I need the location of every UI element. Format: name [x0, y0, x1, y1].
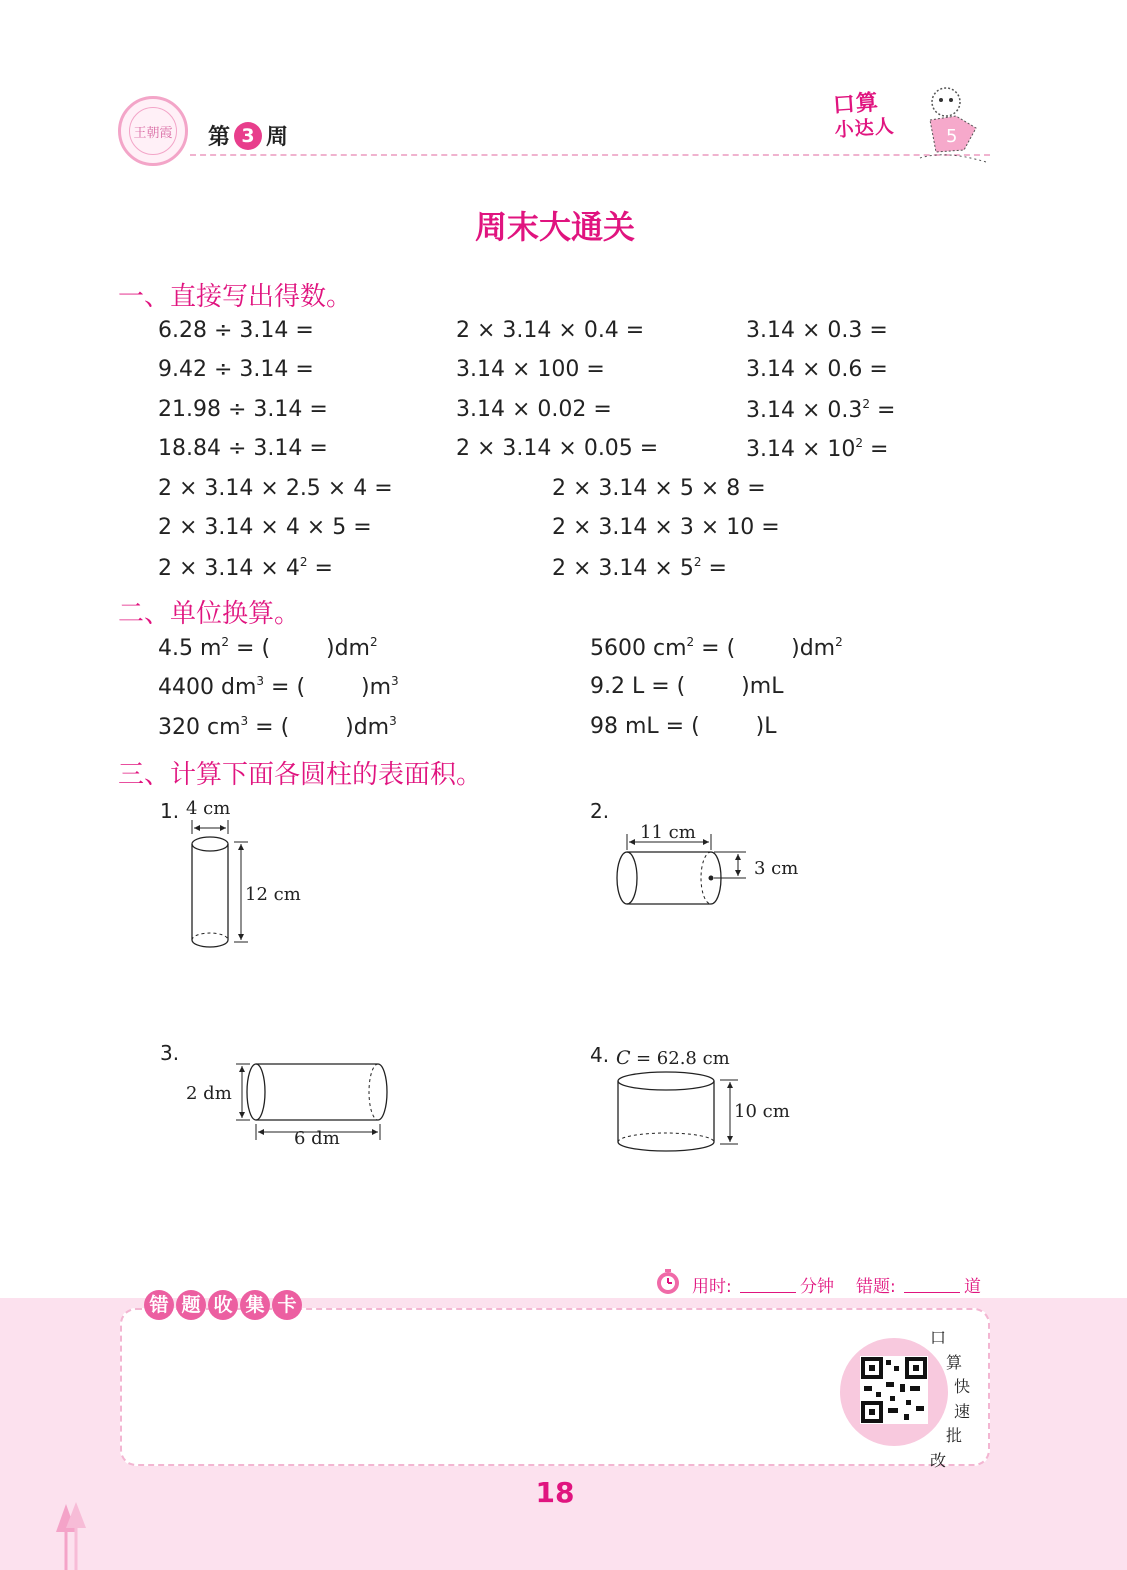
s1-col3-row3	[746, 397, 895, 423]
s1-col3-row1	[746, 318, 888, 343]
wrong-count-label: 错题:	[856, 1277, 896, 1297]
s1-row7-right	[552, 555, 727, 581]
unit-exponent: 3	[256, 674, 265, 688]
mascot-illustration	[906, 80, 996, 170]
q4-height-label: 10 cm	[734, 1101, 790, 1122]
side-char: 算	[946, 1352, 963, 1372]
q4-cylinder-figure	[580, 1038, 820, 1163]
s2-right-row3: 98 mL = ( )L	[590, 714, 777, 739]
quick-grading-label	[930, 1326, 970, 1473]
card-title-char: 错	[144, 1290, 174, 1320]
q3-diameter-label: 2 dm	[186, 1083, 232, 1104]
s2-left-row3	[158, 714, 397, 740]
week-number: 3	[234, 122, 262, 150]
expr-tail: =	[862, 357, 888, 382]
q2-number: 2.	[590, 799, 610, 823]
q2-length-label: 11 cm	[640, 822, 696, 843]
q3-number: 3.	[160, 1041, 180, 1065]
expr-exponent: 2	[862, 397, 871, 411]
q3-cylinder-figure	[150, 1038, 410, 1158]
arrow-decoration-icon	[52, 1500, 92, 1570]
unit-exponent: 2	[835, 635, 843, 649]
s2-left-row1	[158, 635, 378, 661]
wrong-unit: 道	[964, 1277, 981, 1297]
svg-text:5: 5	[946, 126, 958, 147]
page-title: 周末大通关	[474, 208, 635, 246]
q1-number: 1.	[160, 799, 180, 823]
card-title-char: 收	[208, 1290, 238, 1320]
s1-row7-left	[158, 555, 333, 581]
side-char: 批	[946, 1426, 963, 1445]
s1-col2-row3: 3.14 × 0.02 =	[456, 397, 612, 422]
s1-row6-left: 2 × 3.14 × 4 × 5 =	[158, 515, 372, 540]
card-title-char: 题	[176, 1290, 206, 1320]
q1-cylinder-figure	[150, 790, 350, 960]
expr-base: 2 × 3.14 × 5	[552, 556, 694, 581]
time-blank	[740, 1292, 796, 1293]
unit-exponent: 3	[391, 674, 399, 688]
expr-tail: =	[862, 318, 888, 343]
s1-col3-row2	[746, 357, 888, 382]
time-unit: 分钟	[800, 1277, 834, 1297]
brand-logo	[832, 90, 908, 149]
brand-line2: 小达人	[833, 115, 896, 142]
time-used-label: 用时:	[692, 1277, 732, 1297]
side-char: 快	[954, 1377, 971, 1396]
expr-base: 3.14 × 0.3	[746, 398, 863, 423]
unit-to: = ( )m	[264, 675, 391, 700]
s1-col2-row4: 2 × 3.14 × 0.05 =	[456, 436, 659, 461]
expr-tail: =	[870, 398, 896, 423]
week-suffix: 周	[266, 125, 289, 150]
brand-line1: 口算	[832, 90, 880, 119]
expr-base: 3.14 × 10	[746, 437, 856, 462]
q3-length-label: 6 dm	[294, 1128, 340, 1149]
side-char: 改	[930, 1450, 947, 1470]
unit-exponent: 3	[240, 714, 249, 728]
expr-exponent: 2	[855, 436, 864, 450]
week-prefix: 第	[208, 125, 231, 150]
section1-heading: 一、直接写出得数。	[118, 282, 353, 312]
side-char: 速	[954, 1401, 971, 1421]
q4-circ-symbol: C	[616, 1047, 631, 1069]
expr-base: 3.14 × 0.3	[746, 318, 863, 343]
unit-from: 5600 cm	[590, 636, 687, 661]
s1-row5-left: 2 × 3.14 × 2.5 × 4 =	[158, 476, 393, 501]
wrong-blank	[904, 1292, 960, 1293]
s2-right-row1	[590, 635, 843, 661]
q4-number: 4.	[590, 1043, 610, 1067]
unit-from: 320 cm	[158, 715, 241, 740]
s2-left-row2	[158, 674, 399, 700]
q1-height-label: 12 cm	[245, 884, 301, 905]
side-char: 口	[930, 1328, 947, 1347]
expr-base: 2 × 3.14 × 4	[158, 556, 300, 581]
unit-from: 4400 dm	[158, 675, 257, 700]
unit-to: = ( )dm	[694, 636, 836, 661]
s1-col1-row3: 21.98 ÷ 3.14 =	[158, 397, 328, 422]
s1-col2-row2: 3.14 × 100 =	[456, 357, 605, 382]
s1-col1-row2: 9.42 ÷ 3.14 =	[158, 357, 314, 382]
section2-heading: 二、单位换算。	[118, 599, 301, 629]
section3-heading: 三、计算下面各圆柱的表面积。	[118, 760, 483, 790]
qr-code-icon[interactable]	[860, 1356, 928, 1424]
unit-exponent: 2	[221, 635, 230, 649]
unit-exponent: 2	[686, 635, 695, 649]
expr-tail: =	[863, 437, 889, 462]
s1-col2-row1: 2 × 3.14 × 0.4 =	[456, 318, 645, 343]
unit-to: = ( )dm	[248, 715, 390, 740]
s1-col3-row4	[746, 436, 888, 462]
s1-row5-right: 2 × 3.14 × 5 × 8 =	[552, 476, 766, 501]
q2-radius-label: 3 cm	[754, 858, 799, 879]
s1-col1-row4: 18.84 ÷ 3.14 =	[158, 436, 328, 461]
unit-from: 4.5 m	[158, 636, 222, 661]
week-label	[208, 120, 288, 151]
header-divider	[190, 154, 990, 156]
card-title-char: 集	[240, 1290, 270, 1320]
q4-circ-value: = 62.8 cm	[636, 1048, 730, 1069]
mistake-card-title	[144, 1290, 302, 1320]
clock-icon	[654, 1268, 682, 1296]
card-title-char: 卡	[272, 1290, 302, 1320]
publisher-logo	[118, 96, 188, 166]
unit-exponent: 2	[370, 635, 378, 649]
expr-tail: =	[307, 556, 333, 581]
q1-diameter-label: 4 cm	[186, 798, 231, 819]
q2-cylinder-figure	[580, 790, 820, 920]
unit-to: = ( )dm	[229, 636, 370, 661]
s1-row6-right: 2 × 3.14 × 3 × 10 =	[552, 515, 780, 540]
expr-exponent: 2	[299, 555, 308, 569]
s1-col1-row1: 6.28 ÷ 3.14 =	[158, 318, 314, 343]
unit-exponent: 3	[389, 714, 397, 728]
expr-base: 3.14 × 0.6	[746, 357, 863, 382]
logo-text: 王朝霞	[129, 107, 177, 155]
s2-right-row2: 9.2 L = ( )mL	[590, 674, 784, 699]
expr-tail: =	[701, 556, 727, 581]
expr-exponent: 2	[693, 555, 702, 569]
page-number: 18	[535, 1476, 575, 1509]
